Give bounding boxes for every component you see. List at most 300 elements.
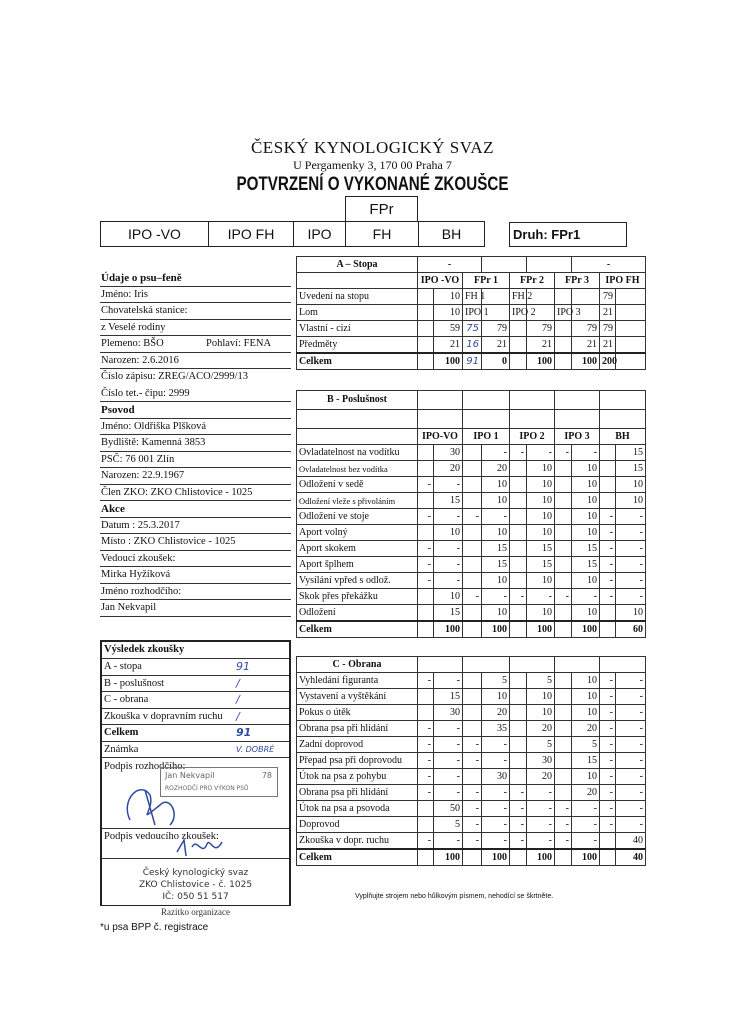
score-cell [555,753,572,769]
result-value: 91 [236,660,250,673]
score-cell: 10 [527,493,555,509]
score-cell: - [616,689,646,705]
score-cell: - [572,445,600,461]
score-cell: - [482,737,510,753]
score-cell: 21 [600,305,616,321]
score-cell: 10 [434,525,463,541]
score-cell: - [510,589,527,605]
owner-row: Jméno: Oldřiška Plšková [100,419,291,436]
row-label: Celkem [297,849,418,866]
fill-note: Vyplňujte strojem nebo hůlkovým písmem, nehodící se škrtněte. [355,893,554,900]
score-cell: 20 [482,705,510,721]
score-cell: 20 [434,461,463,477]
score-cell [463,461,482,477]
score-cell: - [418,541,434,557]
table-row [297,705,646,721]
score-cell [463,705,482,721]
dog-row: Číslo tet.- čipu: 2999 [100,386,291,403]
judge-signature [110,770,190,830]
result-label: C - obrana [104,694,149,705]
score-cell [510,461,527,477]
row-label: Odložení v sedě [297,477,418,493]
score-cell: IPO 2 [510,305,527,321]
score-cell: - [616,753,646,769]
table-row [297,689,646,705]
score-cell: - [555,589,572,605]
judge-signature-label: Podpis rozhodčího: [104,761,186,772]
row-label: Předměty [297,337,418,354]
score-cell: - [572,801,600,817]
table-row [297,833,646,850]
score-cell: 10 [572,769,600,785]
score-cell: 5 [434,817,463,833]
score-cell: 30 [482,769,510,785]
exam-type-ipo-fh: IPO FH [209,222,294,246]
score-cell [510,493,527,509]
row-label: Ovladatelnost na vodítku [297,445,418,461]
row-label: Aport volný [297,525,418,541]
score-cell: 10 [572,525,600,541]
score-cell: 100 [572,849,600,866]
score-cell [463,689,482,705]
owner-row: PSČ: 76 001 Zlín [100,452,291,469]
section-c-title: C - Obrana [297,657,418,673]
section-b-title: B - Poslušnost [297,391,418,410]
score-cell: - [600,769,616,785]
event-row: Datum : 25.3.2017 [100,518,291,535]
col-head: IPO 2 [510,429,555,445]
score-cell: - [482,801,510,817]
score-cell: 15 [572,557,600,573]
score-cell: 15 [434,605,463,622]
score-cell [418,493,434,509]
score-cell [555,737,572,753]
score-cell [418,689,434,705]
table-row [297,721,646,737]
table-row [297,541,646,557]
dog-row: Číslo zápisu: ZREG/ACO/2999/13 [101,371,248,382]
score-cell: 10 [434,589,463,605]
score-cell [418,817,434,833]
owner-row: Narozen: 22.9.1967 [100,468,291,485]
score-cell [463,849,482,866]
score-cell: - [434,557,463,573]
score-cell: - [616,673,646,689]
score-cell [510,737,527,753]
score-cell: 91 [463,353,482,370]
score-cell: - [463,589,482,605]
score-cell [600,605,616,622]
dog-row: Chovatelská stanice: [100,303,291,320]
score-cell: 15 [482,541,510,557]
score-cell: 100 [482,621,510,638]
score-cell: 5 [527,737,555,753]
org-name: ČESKÝ KYNOLOGICKÝ SVAZ [250,138,495,157]
score-cell: 10 [482,493,510,509]
score-cell: 5 [527,673,555,689]
score-cell: - [600,589,616,605]
table-row [297,753,646,769]
score-cell [555,689,572,705]
event-row: Mirka Hyžíková [100,567,291,584]
score-cell [555,525,572,541]
score-cell: 10 [572,509,600,525]
score-cell: 10 [616,477,646,493]
score-cell: 50 [434,801,463,817]
score-cell [463,557,482,573]
exam-type-row [100,221,485,247]
result-row [102,659,289,676]
score-cell: 21 [572,337,600,354]
judge-stamp-number: 78 [261,771,272,780]
dash: - [418,257,482,273]
score-cell: - [418,557,434,573]
score-cell [510,353,527,370]
score-cell: 10 [527,477,555,493]
result-label: Zkouška v dopravním ruchu [104,710,223,722]
event-row: Vedoucí zkoušek: [100,551,291,568]
score-cell: - [600,525,616,541]
score-cell: 40 [616,833,646,850]
score-cell [510,477,527,493]
score-cell: 10 [572,573,600,589]
judge-stamp-role: ROZHODČÍ PRO VÝKON PSŮ [165,785,249,792]
col-head: IPO -VO [418,273,463,289]
score-cell [463,673,482,689]
score-cell: - [482,785,510,801]
tB-table [296,390,646,638]
score-cell: FH 2 [510,289,527,305]
score-cell [600,477,616,493]
score-cell: - [418,753,434,769]
score-cell: - [600,689,616,705]
col-head: IPO FH [600,273,646,289]
score-cell: - [616,573,646,589]
score-cell: 10 [527,525,555,541]
score-cell: - [600,673,616,689]
score-cell: 30 [434,705,463,721]
score-cell: - [616,589,646,605]
score-cell: - [418,573,434,589]
score-cell [616,353,646,370]
score-cell [418,589,434,605]
score-cell [555,321,572,337]
row-label: Vyhledání figuranta [297,673,418,689]
event-row: Jméno rozhodčího: [100,584,291,601]
score-cell [555,289,572,305]
score-cell: - [527,445,555,461]
score-cell [555,493,572,509]
result-value: / [236,693,240,706]
table-row [297,509,646,525]
score-cell: - [572,589,600,605]
score-cell: - [616,817,646,833]
score-cell: 75 [463,321,482,337]
score-cell: 10 [482,689,510,705]
footnote: *u psa BPP č. registrace [100,922,209,933]
score-cell: 5 [572,737,600,753]
score-cell: 15 [616,461,646,477]
row-label: Ovladatelnost bez vodítka [297,461,418,477]
score-cell: IPO 1 [463,305,482,321]
dog-info-title: Údaje o psu–feně [100,270,291,287]
score-cell: 0 [482,353,510,370]
row-label: Zadní doprovod [297,737,418,753]
result-label: Celkem [104,727,139,738]
score-cell: - [434,541,463,557]
score-cell: - [600,801,616,817]
owner-row: Člen ZKO: ZKO Chlistovice - 1025 [100,485,291,502]
score-cell: - [463,785,482,801]
score-cell: - [434,737,463,753]
row-label: Aport skokem [297,541,418,557]
score-cell [555,573,572,589]
result-label: Známka [104,743,139,755]
score-cell: 15 [482,557,510,573]
table-row [297,445,646,461]
result-label: B - poslušnost [104,677,165,689]
score-cell: - [434,573,463,589]
score-cell: - [527,785,555,801]
row-label: Odložení ve stoje [297,509,418,525]
score-cell: - [482,445,510,461]
org-stamp-label: Razítko organizace [160,907,231,917]
leader-signature [172,832,232,862]
result-row [102,742,289,759]
score-cell [418,705,434,721]
score-cell: 100 [434,353,463,370]
score-cell [600,461,616,477]
score-cell [418,801,434,817]
score-cell: - [510,817,527,833]
exam-type-ipo: IPO [294,222,346,246]
score-cell: - [482,753,510,769]
score-cell: 200 [600,353,616,370]
score-cell: - [555,445,572,461]
score-cell [418,621,434,638]
score-cell: - [572,817,600,833]
score-cell [510,673,527,689]
score-cell: FH 1 [463,289,482,305]
score-cell: 15 [616,445,646,461]
row-label: Zkouška v dopr. ruchu [297,833,418,850]
score-cell: 20 [527,769,555,785]
score-cell: - [510,833,527,850]
table-row [297,461,646,477]
score-cell: 10 [572,673,600,689]
row-label: Uvedení na stopu [297,289,418,305]
score-cell: 10 [527,705,555,721]
score-cell [463,721,482,737]
row-label: Doprovod [297,817,418,833]
score-cell: - [600,573,616,589]
score-cell: 35 [482,721,510,737]
score-cell: 5 [482,673,510,689]
row-label: Odložení [297,605,418,622]
score-cell: - [434,753,463,769]
result-value: / [236,676,240,690]
score-cell: - [434,833,463,850]
score-cell [600,445,616,461]
table-row [297,849,646,866]
table-row [297,589,646,605]
score-cell: - [527,817,555,833]
score-cell: - [600,737,616,753]
org-stamp [102,858,289,918]
score-cell: - [418,509,434,525]
score-cell: 100 [572,621,600,638]
score-cell [510,557,527,573]
row-label: Pokus o útěk [297,705,418,721]
score-cell: 21 [434,337,463,354]
score-cell: - [434,785,463,801]
score-cell [510,621,527,638]
result-value: 91 [236,726,252,739]
table-row [297,525,646,541]
score-cell: 15 [527,557,555,573]
score-cell: 10 [572,477,600,493]
score-cell: - [463,737,482,753]
score-cell: 100 [434,621,463,638]
col-head: IPO 1 [463,429,510,445]
row-label: Lom [297,305,418,321]
score-cell: - [434,769,463,785]
result-value: V. DOBRÉ [236,744,275,754]
score-cell [555,461,572,477]
score-cell [510,689,527,705]
table-row [297,817,646,833]
score-cell: 10 [482,525,510,541]
table-row [297,801,646,817]
score-cell: - [434,477,463,493]
table-row [297,673,646,689]
score-cell: 16 [463,337,482,354]
score-cell: - [482,509,510,525]
col-head: FPr 1 [463,273,510,289]
score-cell: 40 [616,849,646,866]
table-row [297,353,646,370]
score-cell [510,337,527,354]
score-cell: - [600,557,616,573]
judge-stamp-name: Jan Nekvapil [165,771,215,780]
score-cell [555,509,572,525]
exam-type-top: FPr [345,196,418,222]
event-row: Místo : ZKO Chlistovice - 1025 [100,534,291,551]
score-cell: - [463,833,482,850]
table-row [297,605,646,622]
score-cell [555,353,572,370]
score-cell [510,525,527,541]
table-row [297,573,646,589]
score-cell: - [527,589,555,605]
score-cell: - [600,541,616,557]
score-cell: - [600,817,616,833]
score-cell: 21 [482,337,510,354]
score-cell: - [616,785,646,801]
score-cell [600,833,616,850]
score-cell [555,785,572,801]
table-row [297,769,646,785]
score-cell [418,289,434,305]
result-row [102,725,289,742]
score-cell [463,493,482,509]
row-label: Obrana psa při hlídání [297,785,418,801]
table-row [297,493,646,509]
row-label: Vysílání vpřed s odlož. [297,573,418,589]
score-cell [418,337,434,354]
score-cell: - [616,509,646,525]
result-value: / [236,709,240,723]
dog-row: z Veselé rodiny [100,320,291,337]
row-label: Vlastní - cizí [297,321,418,337]
score-cell: 10 [434,289,463,305]
score-cell: 10 [616,493,646,509]
score-cell: - [482,817,510,833]
score-cell: IPO 3 [555,305,572,321]
score-cell [510,769,527,785]
result-row [102,709,289,726]
score-cell [510,321,527,337]
score-cell: 15 [572,541,600,557]
score-cell [418,445,434,461]
score-cell: - [600,705,616,721]
row-label: Celkem [297,353,418,370]
col-head: FPr 2 [510,273,555,289]
score-cell [463,445,482,461]
score-cell: - [418,673,434,689]
score-cell: - [510,801,527,817]
score-cell: - [555,817,572,833]
score-cell: - [527,801,555,817]
score-cell: 79 [600,321,616,337]
exam-type-fh: FH [346,222,419,246]
score-cell: 30 [434,445,463,461]
event-title: Akce [100,501,291,518]
score-cell [463,769,482,785]
score-cell [555,541,572,557]
score-cell: - [463,509,482,525]
table-row [297,785,646,801]
score-cell: - [572,833,600,850]
score-cell [418,849,434,866]
leader-signature-label: Podpis vedoucího zkoušek: [102,828,289,844]
result-label: A - stopa [104,661,142,672]
score-cell [555,769,572,785]
score-cell: - [600,509,616,525]
score-cell [463,621,482,638]
result-row [102,692,289,709]
row-label: Celkem [297,621,418,638]
row-label: Aport šplhem [297,557,418,573]
score-cell [616,337,646,354]
score-cell [572,289,600,305]
score-cell: - [527,833,555,850]
score-cell: 10 [616,605,646,622]
druh-box: Druh: FPr1 [509,222,627,247]
org-stamp-line: ZKO Chlistovice - č. 1025 [138,880,253,890]
score-cell: 10 [572,461,600,477]
section-a-title: A – Stopa [297,257,418,273]
col-head: IPO 3 [555,429,600,445]
score-cell [418,605,434,622]
score-cell: - [482,589,510,605]
score-cell: - [510,445,527,461]
score-cell [463,573,482,589]
table-row [297,737,646,753]
score-cell: - [616,525,646,541]
owner-title: Psovod [100,402,291,419]
score-cell: - [510,785,527,801]
